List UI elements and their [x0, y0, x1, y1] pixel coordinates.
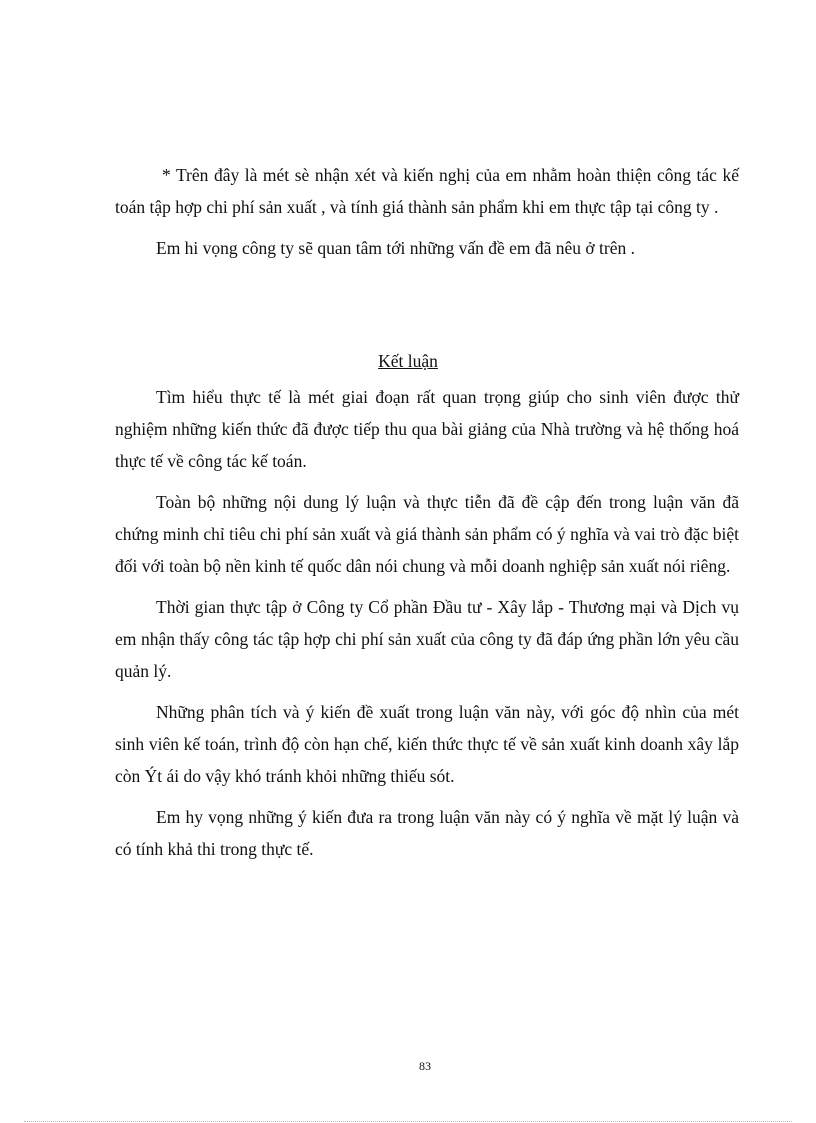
conclusion-paragraph-1: Tìm hiểu thực tế là mét giai đoạn rất quan trọng giúp cho sinh viên được thử nghiệm những kiến thức đã được tiếp thu qua bài giảng của Nhà trường và hệ thống hoá thực tế về công tác kế toán. [115, 387, 739, 471]
conclusion-paragraph-5: Em hy vọng những ý kiến đưa ra trong luận văn này có ý nghĩa về mặt lý luận và có tính khả thi trong thực tế. [115, 807, 739, 859]
page-number: 83 [419, 1059, 431, 1073]
intro-section [115, 159, 739, 273]
conclusion-paragraph-3: Thời gian thực tập ở Công ty Cổ phần Đầu tư - Xây lắp - Thương mại và Dịch vụ em nhận thấy công tác tập hợp chi phí sản xuất của công ty đã đáp ứng phần lớn yêu cầu quản lý. [115, 597, 739, 681]
conclusion-paragraph-2: Toàn bộ những nội dung lý luận và thực tiễn đã đề cập đến trong luận văn đã chứng minh chỉ tiêu chi phí sản xuất và giá thành sản phẩm có ý nghĩa và vai trò đặc biệt đối với toàn bộ nền kinh tế quốc dân nói chung và mỗi doanh nghiệp sản xuất nói riêng. [115, 492, 739, 576]
conclusion-section [115, 381, 739, 874]
intro-paragraph-2: Em hi vọng công ty sẽ quan tâm tới những vấn đề em đã nêu ở trên . [156, 238, 636, 258]
conclusion-paragraph-4: Những phân tích và ý kiến đề xuất trong luận văn này, với góc độ nhìn của mét sinh viên kế toán, trình độ còn hạn chế, kiến thức thực tế về sản xuất kinh doanh xây lắp còn Ýt ái do vậy khó tránh khỏi những thiếu sót. [115, 702, 739, 786]
page-bottom-divider [24, 1121, 792, 1122]
intro-paragraph-1: * Trên đây là mét sè nhận xét và kiến nghị của em nhằm hoàn thiện công tác kế toán tập hợp chi phí sản xuất , và tính giá thành sản phẩm khi em thực tập tại công ty . [115, 165, 739, 217]
conclusion-heading: Kết luận [378, 351, 438, 371]
